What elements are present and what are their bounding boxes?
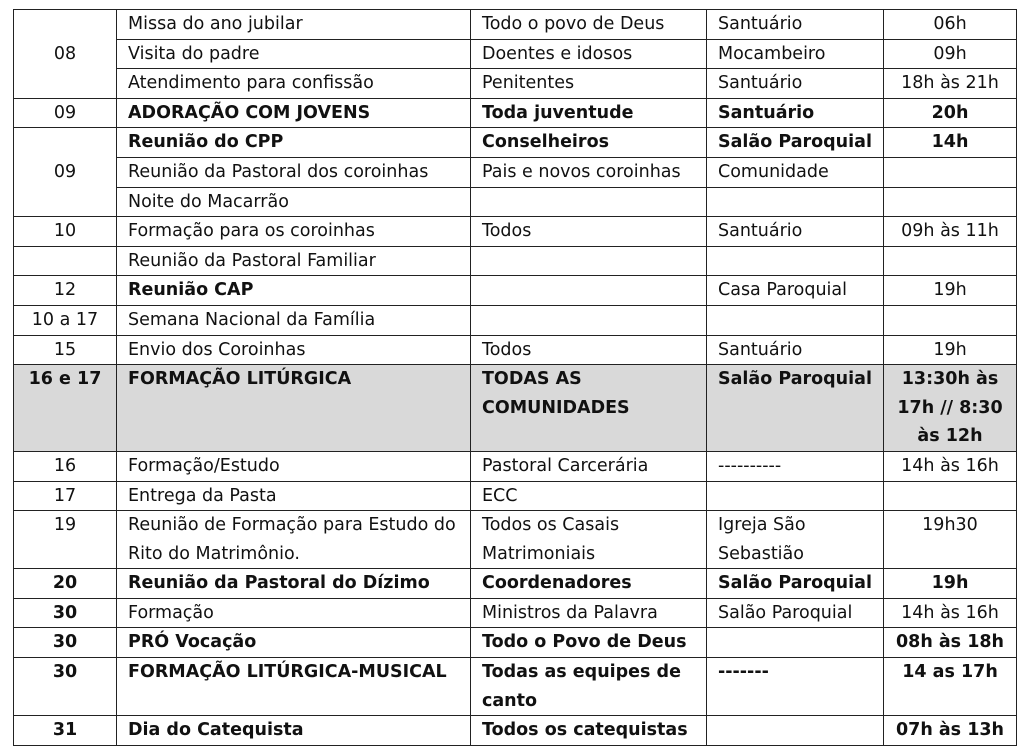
time-cell: [884, 305, 1017, 335]
place-cell: Mocambeiro: [707, 39, 884, 69]
audience-cell: Pais e novos coroinhas: [471, 157, 707, 187]
audience-cell: Penitentes: [471, 69, 707, 99]
time-cell: 09h às 11h: [884, 217, 1017, 247]
activity-cell: FORMAÇÃO LITÚRGICA-MUSICAL: [117, 658, 471, 716]
place-cell: Santuário: [707, 217, 884, 247]
place-cell: [707, 305, 884, 335]
time-cell: 07h às 13h: [884, 716, 1017, 746]
audience-cell: Todos os catequistas: [471, 716, 707, 746]
day-cell: 31: [14, 716, 117, 746]
audience-cell: [471, 276, 707, 306]
table-row: [14, 157, 1017, 187]
audience-cell: Conselheiros: [471, 128, 707, 158]
place-cell: Santuário: [707, 69, 884, 99]
place-cell: ----------: [707, 451, 884, 481]
day-cell: 16 e 17: [14, 365, 117, 452]
time-cell: 19h: [884, 335, 1017, 365]
table-row: [14, 10, 1017, 40]
place-cell: Salão Paroquial: [707, 569, 884, 599]
audience-cell: Toda juventude: [471, 98, 707, 128]
day-cell: 12: [14, 276, 117, 306]
time-cell: [884, 157, 1017, 187]
time-cell: 14h às 16h: [884, 598, 1017, 628]
table-row: [14, 716, 1017, 746]
table-row: [14, 451, 1017, 481]
place-cell: Santuário: [707, 98, 884, 128]
day-cell: 09: [14, 98, 117, 128]
activity-cell: ADORAÇÃO COM JOVENS: [117, 98, 471, 128]
place-cell: -------: [707, 658, 884, 716]
activity-cell: Reunião da Pastoral Familiar: [117, 246, 471, 276]
place-cell: Santuário: [707, 335, 884, 365]
activity-cell: Noite do Macarrão: [117, 187, 471, 217]
audience-cell: Coordenadores: [471, 569, 707, 599]
day-cell: 10: [14, 217, 117, 247]
time-cell: 13:30h às 17h // 8:30 às 12h: [884, 365, 1017, 452]
table-row: [14, 217, 1017, 247]
place-cell: [707, 187, 884, 217]
activity-cell: Formação para os coroinhas: [117, 217, 471, 247]
table-row: [14, 628, 1017, 658]
day-cell: [14, 246, 117, 276]
activity-cell: Reunião de Formação para Estudo do Rito do Matrimônio.: [117, 511, 471, 569]
activity-cell: Semana Nacional da Família: [117, 305, 471, 335]
table-row: [14, 246, 1017, 276]
audience-cell: ECC: [471, 481, 707, 511]
day-cell: 10 a 17: [14, 305, 117, 335]
activity-cell: Formação: [117, 598, 471, 628]
audience-cell: Todos: [471, 335, 707, 365]
table-row: [14, 365, 1017, 452]
schedule-table: [13, 9, 1017, 746]
day-cell: 20: [14, 569, 117, 599]
table-row: [14, 511, 1017, 569]
activity-cell: Envio dos Coroinhas: [117, 335, 471, 365]
day-cell: 17: [14, 481, 117, 511]
table-row: [14, 305, 1017, 335]
time-cell: 19h30: [884, 511, 1017, 569]
table-row: [14, 598, 1017, 628]
day-cell: 15: [14, 335, 117, 365]
day-cell: 08: [14, 10, 117, 99]
activity-cell: Atendimento para confissão: [117, 69, 471, 99]
table-row: [14, 39, 1017, 69]
place-cell: [707, 716, 884, 746]
activity-cell: Reunião da Pastoral dos coroinhas: [117, 157, 471, 187]
time-cell: 14h: [884, 128, 1017, 158]
activity-cell: Dia do Catequista: [117, 716, 471, 746]
audience-cell: Doentes e idosos: [471, 39, 707, 69]
table-row: [14, 187, 1017, 217]
time-cell: 08h às 18h: [884, 628, 1017, 658]
table-row: [14, 335, 1017, 365]
time-cell: [884, 187, 1017, 217]
day-cell: 30: [14, 658, 117, 716]
time-cell: 14h às 16h: [884, 451, 1017, 481]
place-cell: Comunidade: [707, 157, 884, 187]
day-cell: 16: [14, 451, 117, 481]
audience-cell: [471, 305, 707, 335]
time-cell: 18h às 21h: [884, 69, 1017, 99]
activity-cell: Entrega da Pasta: [117, 481, 471, 511]
time-cell: 06h: [884, 10, 1017, 40]
time-cell: [884, 246, 1017, 276]
place-cell: Salão Paroquial: [707, 598, 884, 628]
activity-cell: Reunião CAP: [117, 276, 471, 306]
table-row: [14, 276, 1017, 306]
place-cell: Salão Paroquial: [707, 128, 884, 158]
activity-cell: Missa do ano jubilar: [117, 10, 471, 40]
place-cell: Santuário: [707, 10, 884, 40]
table-row: [14, 98, 1017, 128]
audience-cell: Ministros da Palavra: [471, 598, 707, 628]
place-cell: Casa Paroquial: [707, 276, 884, 306]
day-cell: 30: [14, 598, 117, 628]
table-row: [14, 658, 1017, 716]
audience-cell: Todas as equipes de canto: [471, 658, 707, 716]
table-row: [14, 128, 1017, 158]
activity-cell: Formação/Estudo: [117, 451, 471, 481]
place-cell: Igreja São Sebastião: [707, 511, 884, 569]
day-cell: 30: [14, 628, 117, 658]
place-cell: [707, 628, 884, 658]
audience-cell: Pastoral Carcerária: [471, 451, 707, 481]
activity-cell: Reunião do CPP: [117, 128, 471, 158]
activity-cell: PRÓ Vocação: [117, 628, 471, 658]
audience-cell: Todo o Povo de Deus: [471, 628, 707, 658]
activity-cell: Reunião da Pastoral do Dízimo: [117, 569, 471, 599]
audience-cell: [471, 187, 707, 217]
place-cell: [707, 246, 884, 276]
audience-cell: TODAS AS COMUNIDADES: [471, 365, 707, 452]
time-cell: [884, 481, 1017, 511]
day-cell: 09: [14, 128, 117, 217]
table-row: [14, 69, 1017, 99]
table-row: [14, 481, 1017, 511]
activity-cell: FORMAÇÃO LITÚRGICA: [117, 365, 471, 452]
audience-cell: Todos os Casais Matrimoniais: [471, 511, 707, 569]
place-cell: [707, 481, 884, 511]
activity-cell: Visita do padre: [117, 39, 471, 69]
place-cell: Salão Paroquial: [707, 365, 884, 452]
time-cell: 19h: [884, 569, 1017, 599]
audience-cell: Todo o povo de Deus: [471, 10, 707, 40]
audience-cell: [471, 246, 707, 276]
time-cell: 14 as 17h: [884, 658, 1017, 716]
time-cell: 19h: [884, 276, 1017, 306]
audience-cell: Todos: [471, 217, 707, 247]
time-cell: 20h: [884, 98, 1017, 128]
day-cell: 19: [14, 511, 117, 569]
table-row: [14, 569, 1017, 599]
time-cell: 09h: [884, 39, 1017, 69]
